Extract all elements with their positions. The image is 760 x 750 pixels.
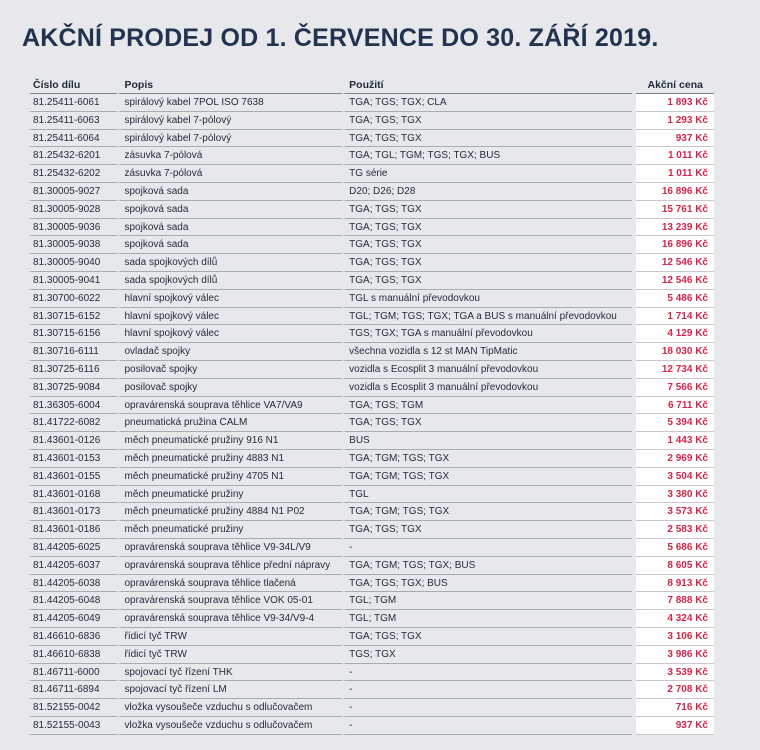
- table-row: [30, 486, 714, 504]
- usage-cell: TGA; TGS; TGX: [342, 254, 632, 272]
- table-row: [30, 521, 714, 539]
- part-number-cell: 81.25411-6063: [30, 112, 117, 130]
- part-number-cell: 81.30005-9041: [30, 272, 117, 290]
- table-row: [30, 254, 714, 272]
- price-cell: 5 686 Kč: [636, 539, 714, 557]
- table-row: [30, 201, 714, 219]
- usage-cell: TGA; TGS; TGX: [342, 272, 632, 290]
- usage-cell: vozidla s Ecosplit 3 manuální převodovkou: [342, 379, 632, 397]
- table-row: [30, 325, 714, 343]
- table-row: [30, 236, 714, 254]
- usage-cell: TGA; TGS; TGM: [342, 397, 632, 415]
- price-cell: 3 380 Kč: [636, 486, 714, 504]
- description-cell: sada spojkových dílů: [117, 254, 342, 272]
- price-cell: 13 239 Kč: [636, 219, 714, 237]
- description-cell: sada spojkových dílů: [117, 272, 342, 290]
- description-cell: hlavní spojkový válec: [117, 325, 342, 343]
- description-cell: měch pneumatické pružiny: [117, 486, 342, 504]
- price-cell: 3 539 Kč: [636, 664, 714, 682]
- table-row: [30, 646, 714, 664]
- description-cell: spojovací tyč řízení THK: [117, 664, 342, 682]
- description-cell: hlavní spojkový válec: [117, 308, 342, 326]
- price-cell: 1 293 Kč: [636, 112, 714, 130]
- description-cell: opravárenská souprava těhlice přední nápravy: [117, 557, 342, 575]
- usage-cell: TGL; TGM: [342, 610, 632, 628]
- price-cell: 3 504 Kč: [636, 468, 714, 486]
- page-title: AKČNÍ PRODEJ OD 1. ČERVENCE DO 30. ZÁŘÍ 2019.: [22, 24, 659, 52]
- description-cell: měch pneumatické pružiny 4883 N1: [117, 450, 342, 468]
- part-number-cell: 81.25432-6201: [30, 147, 117, 165]
- usage-cell: TGA; TGS; TGX: [342, 236, 632, 254]
- part-number-cell: 81.30005-9036: [30, 219, 117, 237]
- table-row: [30, 308, 714, 326]
- description-cell: spojková sada: [117, 236, 342, 254]
- description-cell: opravárenská souprava těhlice tlačená: [117, 575, 342, 593]
- price-cell: 6 711 Kč: [636, 397, 714, 415]
- usage-cell: TGA; TGS; TGX; CLA: [342, 94, 632, 112]
- table-row: [30, 717, 714, 735]
- description-cell: spirálový kabel 7-pólový: [117, 112, 342, 130]
- description-cell: spojková sada: [117, 201, 342, 219]
- table-row: [30, 379, 714, 397]
- description-cell: řídicí tyč TRW: [117, 628, 342, 646]
- table-row: [30, 343, 714, 361]
- price-cell: 5 486 Kč: [636, 290, 714, 308]
- usage-cell: TGL; TGM; TGS; TGX; TGA a BUS s manuální převodovkou: [342, 308, 632, 326]
- table-row: [30, 272, 714, 290]
- usage-cell: TGA; TGS; TGX: [342, 628, 632, 646]
- description-cell: spojková sada: [117, 183, 342, 201]
- price-cell: 12 546 Kč: [636, 254, 714, 272]
- price-cell: 5 394 Kč: [636, 414, 714, 432]
- usage-cell: -: [342, 717, 632, 735]
- part-number-cell: 81.30700-6022: [30, 290, 117, 308]
- table-row: [30, 183, 714, 201]
- price-cell: 2 583 Kč: [636, 521, 714, 539]
- table-header: [30, 78, 714, 94]
- description-cell: opravárenská souprava těhlice VOK 05-01: [117, 592, 342, 610]
- usage-cell: TGA; TGS; TGX: [342, 219, 632, 237]
- description-cell: posilovač spojky: [117, 379, 342, 397]
- table-row: [30, 432, 714, 450]
- part-number-cell: 81.43601-0155: [30, 468, 117, 486]
- price-cell: 8 913 Kč: [636, 575, 714, 593]
- price-cell: 937 Kč: [636, 130, 714, 148]
- part-number-cell: 81.43601-0126: [30, 432, 117, 450]
- price-cell: 716 Kč: [636, 699, 714, 717]
- part-number-cell: 81.30725-9084: [30, 379, 117, 397]
- description-cell: spirálový kabel 7-pólový: [117, 130, 342, 148]
- part-number-cell: 81.43601-0153: [30, 450, 117, 468]
- price-cell: 4 129 Kč: [636, 325, 714, 343]
- table-row: [30, 94, 714, 112]
- usage-cell: TGA; TGS; TGX: [342, 112, 632, 130]
- part-number-cell: 81.44205-6025: [30, 539, 117, 557]
- part-number-cell: 81.46610-6836: [30, 628, 117, 646]
- price-cell: 4 324 Kč: [636, 610, 714, 628]
- part-number-cell: 81.52155-0042: [30, 699, 117, 717]
- table-row: [30, 592, 714, 610]
- part-number-cell: 81.30005-9040: [30, 254, 117, 272]
- part-number-cell: 81.44205-6049: [30, 610, 117, 628]
- part-number-cell: 81.52155-0043: [30, 717, 117, 735]
- part-number-cell: 81.25432-6202: [30, 165, 117, 183]
- usage-cell: TGA; TGL; TGM; TGS; TGX; BUS: [342, 147, 632, 165]
- usage-cell: -: [342, 681, 632, 699]
- part-number-cell: 81.25411-6061: [30, 94, 117, 112]
- price-cell: 12 546 Kč: [636, 272, 714, 290]
- part-number-cell: 81.30005-9028: [30, 201, 117, 219]
- part-number-cell: 81.43601-0186: [30, 521, 117, 539]
- price-cell: 18 030 Kč: [636, 343, 714, 361]
- price-cell: 1 011 Kč: [636, 147, 714, 165]
- usage-cell: TGA; TGM; TGS; TGX; BUS: [342, 557, 632, 575]
- table-row: [30, 699, 714, 717]
- usage-cell: -: [342, 699, 632, 717]
- description-cell: měch pneumatické pružiny 916 N1: [117, 432, 342, 450]
- part-number-cell: 81.30715-6152: [30, 308, 117, 326]
- description-cell: řídicí tyč TRW: [117, 646, 342, 664]
- price-cell: 15 761 Kč: [636, 201, 714, 219]
- price-cell: 3 106 Kč: [636, 628, 714, 646]
- part-number-cell: 81.46711-6894: [30, 681, 117, 699]
- part-number-cell: 81.30715-6156: [30, 325, 117, 343]
- table-row: [30, 557, 714, 575]
- usage-cell: všechna vozidla s 12 st MAN TipMatic: [342, 343, 632, 361]
- table-row: [30, 219, 714, 237]
- price-cell: 1 443 Kč: [636, 432, 714, 450]
- description-cell: posilovač spojky: [117, 361, 342, 379]
- table-row: [30, 414, 714, 432]
- table-row: [30, 610, 714, 628]
- part-number-cell: 81.30005-9027: [30, 183, 117, 201]
- table-row: [30, 147, 714, 165]
- part-number-cell: 81.43601-0173: [30, 503, 117, 521]
- header-usage: Použití: [342, 78, 632, 94]
- part-number-cell: 81.44205-6048: [30, 592, 117, 610]
- part-number-cell: 81.46610-6838: [30, 646, 117, 664]
- usage-cell: TGA; TGS; TGX: [342, 521, 632, 539]
- usage-cell: TGA; TGM; TGS; TGX: [342, 468, 632, 486]
- usage-cell: TGA; TGS; TGX: [342, 201, 632, 219]
- table-row: [30, 681, 714, 699]
- table-row: [30, 628, 714, 646]
- part-number-cell: 81.46711-6000: [30, 664, 117, 682]
- price-table: [30, 78, 714, 735]
- part-number-cell: 81.30716-6111: [30, 343, 117, 361]
- usage-cell: TGA; TGM; TGS; TGX: [342, 503, 632, 521]
- part-number-cell: 81.43601-0168: [30, 486, 117, 504]
- table-row: [30, 664, 714, 682]
- usage-cell: TGL: [342, 486, 632, 504]
- description-cell: opravárenská souprava těhlice V9-34/V9-4: [117, 610, 342, 628]
- description-cell: ovladač spojky: [117, 343, 342, 361]
- table-row: [30, 503, 714, 521]
- description-cell: vložka vysoušeče vzduchu s odlučovačem: [117, 699, 342, 717]
- table-row: [30, 468, 714, 486]
- table-row: [30, 575, 714, 593]
- price-cell: 3 986 Kč: [636, 646, 714, 664]
- usage-cell: BUS: [342, 432, 632, 450]
- table-row: [30, 112, 714, 130]
- table-row: [30, 130, 714, 148]
- header-description: Popis: [117, 78, 342, 94]
- price-cell: 16 896 Kč: [636, 236, 714, 254]
- price-cell: 2 969 Kč: [636, 450, 714, 468]
- description-cell: zásuvka 7-pólová: [117, 147, 342, 165]
- usage-cell: -: [342, 664, 632, 682]
- part-number-cell: 81.41722-6082: [30, 414, 117, 432]
- usage-cell: TGA; TGS; TGX: [342, 130, 632, 148]
- header-price: Akční cena: [636, 78, 714, 94]
- part-number-cell: 81.30725-6116: [30, 361, 117, 379]
- table-row: [30, 450, 714, 468]
- description-cell: měch pneumatické pružiny 4884 N1 P02: [117, 503, 342, 521]
- usage-cell: TGL; TGM: [342, 592, 632, 610]
- description-cell: měch pneumatické pružiny 4705 N1: [117, 468, 342, 486]
- usage-cell: vozidla s Ecosplit 3 manuální převodovkou: [342, 361, 632, 379]
- price-cell: 8 605 Kč: [636, 557, 714, 575]
- description-cell: zásuvka 7-pólová: [117, 165, 342, 183]
- usage-cell: TG série: [342, 165, 632, 183]
- usage-cell: TGS; TGX; TGA s manuální převodovkou: [342, 325, 632, 343]
- usage-cell: TGA; TGS; TGX; BUS: [342, 575, 632, 593]
- price-cell: 3 573 Kč: [636, 503, 714, 521]
- table-row: [30, 165, 714, 183]
- price-cell: 16 896 Kč: [636, 183, 714, 201]
- table-body: [30, 94, 714, 735]
- usage-cell: TGL s manuální převodovkou: [342, 290, 632, 308]
- description-cell: měch pneumatické pružiny: [117, 521, 342, 539]
- part-number-cell: 81.44205-6038: [30, 575, 117, 593]
- price-cell: 1 714 Kč: [636, 308, 714, 326]
- description-cell: spojovací tyč řízení LM: [117, 681, 342, 699]
- table-row: [30, 290, 714, 308]
- usage-cell: D20; D26; D28: [342, 183, 632, 201]
- part-number-cell: 81.36305-6004: [30, 397, 117, 415]
- description-cell: opravárenská souprava těhlice VA7/VA9: [117, 397, 342, 415]
- price-cell: 12 734 Kč: [636, 361, 714, 379]
- price-cell: 937 Kč: [636, 717, 714, 735]
- usage-cell: TGA; TGS; TGX: [342, 414, 632, 432]
- description-cell: vložka vysoušeče vzduchu s odlučovačem: [117, 717, 342, 735]
- usage-cell: -: [342, 539, 632, 557]
- usage-cell: TGS; TGX: [342, 646, 632, 664]
- price-cell: 2 708 Kč: [636, 681, 714, 699]
- description-cell: pneumatická pružina CALM: [117, 414, 342, 432]
- description-cell: hlavní spojkový válec: [117, 290, 342, 308]
- part-number-cell: 81.25411-6064: [30, 130, 117, 148]
- description-cell: spojková sada: [117, 219, 342, 237]
- table-row: [30, 361, 714, 379]
- price-cell: 1 011 Kč: [636, 165, 714, 183]
- usage-cell: TGA; TGM; TGS; TGX: [342, 450, 632, 468]
- description-cell: opravárenská souprava těhlice V9-34L/V9: [117, 539, 342, 557]
- price-cell: 7 888 Kč: [636, 592, 714, 610]
- table-row: [30, 397, 714, 415]
- part-number-cell: 81.44205-6037: [30, 557, 117, 575]
- price-cell: 7 566 Kč: [636, 379, 714, 397]
- header-part-number: Číslo dílu: [30, 78, 117, 94]
- part-number-cell: 81.30005-9038: [30, 236, 117, 254]
- table-row: [30, 539, 714, 557]
- description-cell: spirálový kabel 7POL ISO 7638: [117, 94, 342, 112]
- price-cell: 1 893 Kč: [636, 94, 714, 112]
